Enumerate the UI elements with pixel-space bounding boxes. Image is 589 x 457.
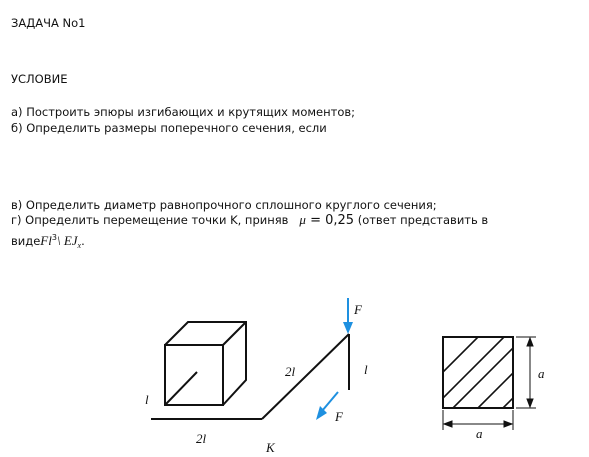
label-2l-bottom: 2l [196,431,207,446]
answer-end: . [81,234,85,248]
answer-exponent: 3 [51,233,57,242]
section-square [443,337,513,408]
condition-heading: УСЛОВИЕ [11,72,68,86]
answer-l: l [48,233,52,248]
dim-vertical [516,337,536,408]
item-c: в) Определить диаметр равнопрочного сплошного круглого сечения; [11,198,437,212]
answer-F: F [40,233,49,248]
label-section-side: a [538,366,545,381]
mu-symbol: μ [299,212,306,227]
item-a: а) Построить эпюры изгибающих и крутящих моментов; [11,105,356,119]
label-section-width: a [476,426,483,441]
label-l-right: l [364,362,368,377]
item-b: б) Определить размеры поперечного сечения, если [11,121,327,135]
item-d-text: г) Определить перемещение точки K, приняв [11,213,289,227]
label-2l-diagonal: 2l [285,364,296,379]
mu-value: = 0,25 [305,213,355,228]
answer-denominator: \ EJ [56,233,78,248]
label-force-bottom: F [335,409,343,424]
label-l-left: l [145,392,149,407]
label-point-K: K [266,440,275,455]
item-d-tail: (ответ представить в [357,213,489,227]
answer-subscript: x [77,241,82,250]
answer-prefix: виде [11,234,41,248]
section-hatching [443,337,574,408]
label-force-top: F [354,302,362,317]
task-title: ЗАДАЧА No1 [11,16,86,30]
